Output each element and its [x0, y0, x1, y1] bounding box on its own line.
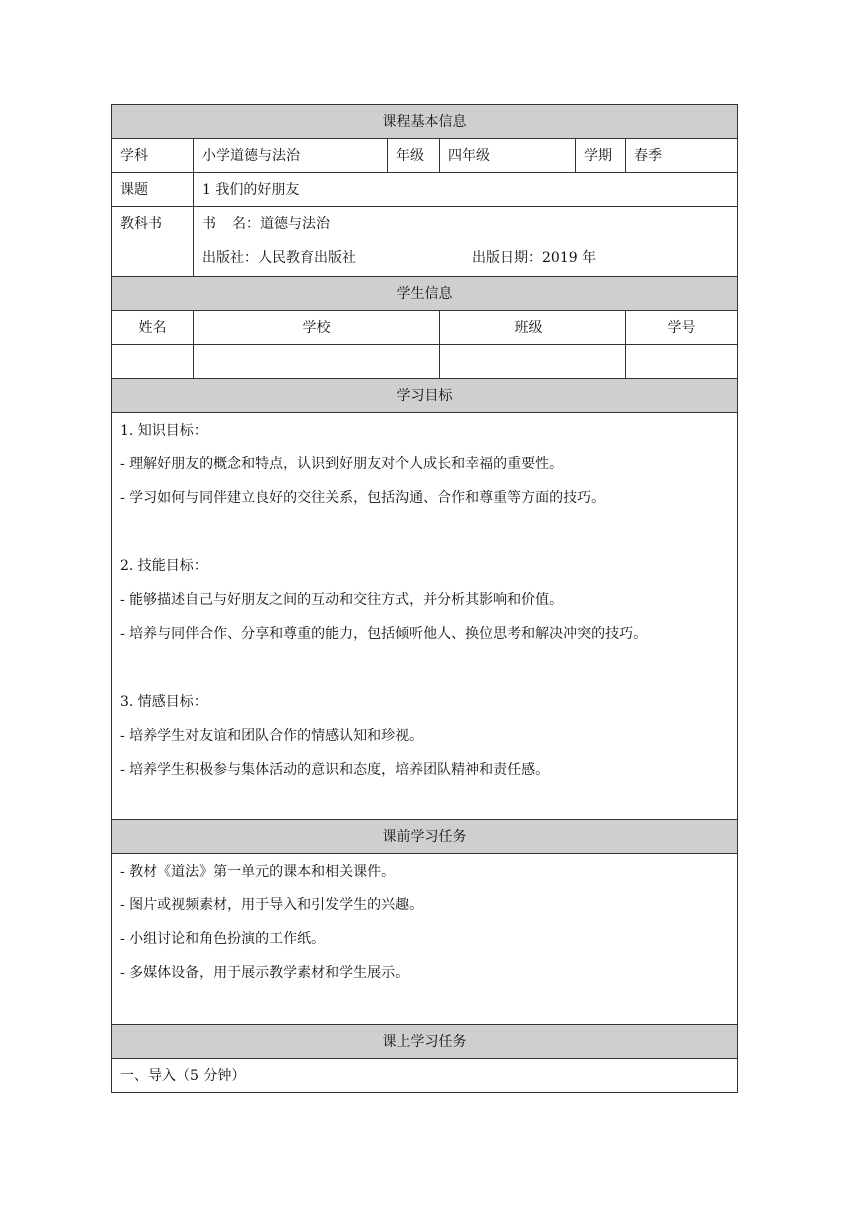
- topic-label: 课题: [112, 173, 194, 207]
- skill-item: - 能够描述自己与好朋友之间的互动和交往方式，并分析其影响和价值。: [120, 592, 564, 608]
- pre-class-item: - 多媒体设备，用于展示教学素材和学生展示。: [120, 965, 410, 981]
- skill-item: - 培养与同伴合作、分享和尊重的能力，包括倾听他人、换位思考和解决冲突的技巧。: [120, 626, 648, 642]
- topic-value: 1 我们的好朋友: [194, 173, 738, 207]
- knowledge-item: - 理解好朋友的概念和特点，认识到好朋友对个人成长和幸福的重要性。: [120, 456, 564, 472]
- emotion-item: - 培养学生对友谊和团队合作的情感认知和珍视。: [120, 728, 424, 744]
- publisher: 出版社：人民教育出版社: [202, 250, 356, 266]
- student-col-school: 学校: [194, 311, 440, 345]
- book-name: 名：道德与法治: [232, 216, 330, 232]
- pre-class-item: - 小组讨论和角色扮演的工作纸。: [120, 931, 326, 947]
- emotion-item: - 培养学生积极参与集体活动的意识和态度，培养团队精神和责任感。: [120, 762, 550, 778]
- emotion-title: 3. 情感目标：: [120, 694, 208, 710]
- subject-label: 学科: [112, 139, 194, 173]
- pre-class-item: - 教材《道法》第一单元的课本和相关课件。: [120, 864, 396, 880]
- lesson-plan-document: [111, 104, 737, 1093]
- student-col-class: 班级: [440, 311, 626, 345]
- in-class-header: 课上学习任务: [112, 1025, 738, 1059]
- publish-date: 出版日期：2019 年: [472, 250, 597, 266]
- textbook-label: 教科书: [112, 207, 194, 277]
- term-value: 春季: [626, 139, 738, 173]
- student-number-cell[interactable]: [626, 345, 738, 379]
- student-class-cell[interactable]: [440, 345, 626, 379]
- objectives-header: 学习目标: [112, 379, 738, 413]
- student-col-name: 姓名: [112, 311, 194, 345]
- pre-class-item: - 图片或视频素材，用于导入和引发学生的兴趣。: [120, 897, 424, 913]
- skill-title: 2. 技能目标：: [120, 558, 208, 574]
- book-name-prefix-1: 书: [202, 216, 216, 232]
- subject-value: 小学道德与法治: [194, 139, 388, 173]
- grade-value: 四年级: [440, 139, 576, 173]
- pre-class-header: 课前学习任务: [112, 820, 738, 854]
- textbook-info: [194, 207, 738, 277]
- knowledge-item: - 学习如何与同伴建立良好的交往关系，包括沟通、合作和尊重等方面的技巧。: [120, 490, 606, 506]
- student-school-cell[interactable]: [194, 345, 440, 379]
- knowledge-title: 1. 知识目标：: [120, 423, 208, 439]
- term-label: 学期: [576, 139, 626, 173]
- intro-step: 一、导入（5 分钟）: [112, 1059, 738, 1093]
- objectives-content: [112, 413, 738, 820]
- course-info-header: 课程基本信息: [112, 105, 738, 139]
- lesson-plan-table: [111, 104, 738, 1093]
- grade-label: 年级: [388, 139, 440, 173]
- student-info-header: 学生信息: [112, 277, 738, 311]
- student-col-number: 学号: [626, 311, 738, 345]
- student-name-cell[interactable]: [112, 345, 194, 379]
- pre-class-content: [112, 854, 738, 1025]
